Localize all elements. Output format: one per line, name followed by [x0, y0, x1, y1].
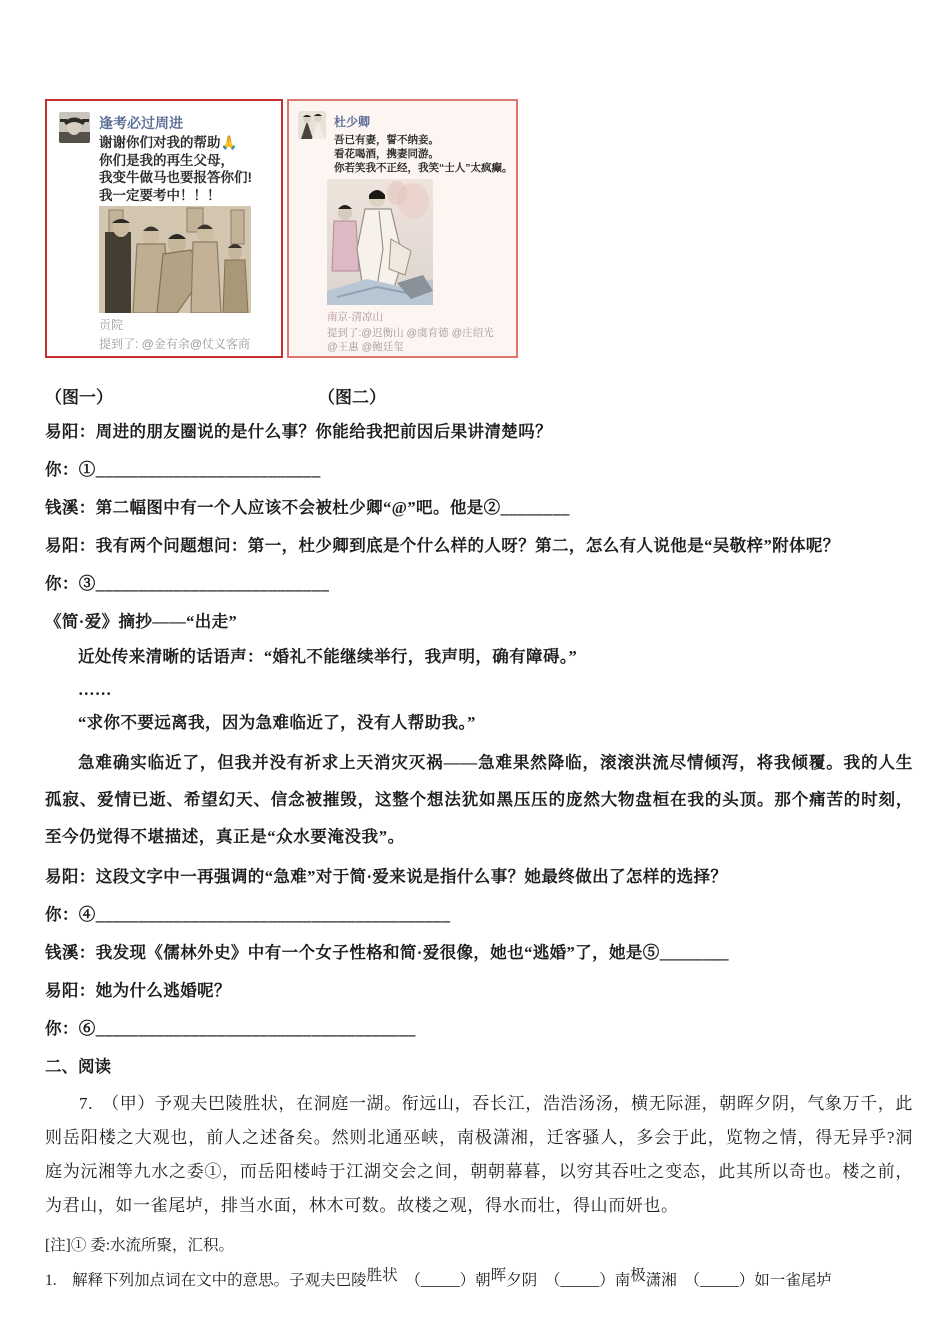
post-author-name: 杜少卿	[334, 115, 371, 129]
question-1	[45, 1269, 913, 1293]
wechat-post-zhoujin	[45, 99, 283, 358]
passage-note: [注]① 委:水流所聚，汇积。	[45, 1237, 235, 1254]
post-author-name: 逢考必过周进	[99, 115, 183, 131]
excerpt-ellipsis: ……	[78, 680, 112, 699]
dialogue-line-yiyang-2: 易阳：我有两个问题想问：第一，杜少卿到底是个什么样的人呀？第二，怎么有人说他是“吴敬梓”附体呢？	[45, 536, 840, 555]
post-mentions-line: 提到了:@迟衡山 @虞育德 @庄绍光	[327, 327, 494, 339]
question-1-dotted-word: 胜状	[366, 1267, 398, 1284]
answer-blank-1: 你：①__________________________	[45, 460, 321, 479]
avatar-zhoujin	[59, 112, 90, 143]
post-painting-qingliangshan	[327, 179, 433, 310]
post-location: 贡院	[99, 318, 124, 332]
question-1-dotted-word: 晖	[490, 1267, 507, 1284]
question-1-segment: （_____）朝	[397, 1272, 491, 1289]
dialogue-line-yiyang-4: 易阳：她为什么逃婚呢？	[45, 981, 231, 1000]
question-1-segment: 潇湘 （_____）如一雀尾垆	[645, 1272, 832, 1289]
post-mentions: 提到了: @金有余@仗义客商	[99, 337, 251, 351]
post-text-line: 我变牛做马也要报答你们!	[99, 170, 252, 185]
figure1-caption: （图一）	[45, 388, 113, 407]
dialogue-line-yiyang-3: 易阳：这段文字中一再强调的“急难”对于简·爱来说是指什么事？她最终做出了怎样的选择？	[45, 867, 728, 886]
post-text-line: 吾已有妻，誓不纳妾。	[334, 134, 439, 146]
exam-body	[45, 383, 913, 1293]
dialogue-line-qianxi-1: 钱溪：第二幅图中有一个人应该不会被杜少卿“@”吧。他是②________	[45, 498, 570, 517]
answer-blank-4: 你：④_________________________________________	[45, 905, 451, 924]
passage-jia: 7. （甲）予观夫巴陵胜状，在洞庭一湖。衔远山，吞长江，浩浩汤汤，横无际涯，朝晖夕阴，气象万千，此则岳阳楼之大观也，前人之述备矣。然则北通巫峡，南极潇湘，迁客骚人，多会于此，览物之情，得无异乎?洞庭为沅湘等九水之委①，而岳阳楼峙于江湖交会之间，朝朝幕暮，以穷其吞吐之变态，此其所以奇也。楼之前，为君山，如一雀尾垆，排当水面，林木可数。故楼之观，得水而壮，得山而妍也。	[45, 1094, 913, 1215]
question-1-dotted-word: 极	[630, 1267, 646, 1284]
avatar-dushaoqing-image	[298, 111, 326, 139]
excerpt-paragraph-2: “求你不要远离我，因为急难临近了，没有人帮助我。”	[78, 713, 476, 732]
post-location: 南京·清凉山	[327, 311, 383, 323]
avatar-zhoujin-image	[59, 112, 90, 143]
figure-captions	[45, 383, 913, 407]
post-painting-examination-hall	[99, 206, 251, 318]
excerpt-paragraph-3: 急难确实临近了，但我并没有祈求上天消灾灭祸——急难果然降临，滚滚洪流尽情倾泻，将我倾覆。我的人生孤寂、爱情已逝、希望幻天、信念被摧毁，这整个想法犹如黑压压的庞然大物盘桓在我的头顶。那个痛苦的时刻，至今仍觉得不堪描述，真正是“众水要淹没我”。	[45, 753, 913, 846]
answer-blank-6: 你：⑥_____________________________________	[45, 1019, 416, 1038]
question-1-segment: 夕阴 （_____）南	[506, 1272, 631, 1289]
post-text-line: 谢谢你们对我的帮助🙏	[99, 135, 238, 150]
excerpt-paragraph-1: 近处传来清晰的话语声：“婚礼不能继续举行，我声明，确有障碍。”	[78, 647, 578, 666]
section-2-heading: 二、阅读	[45, 1057, 111, 1076]
answer-blank-3: 你：③___________________________	[45, 574, 330, 593]
dialogue-line-qianxi-2: 钱溪：我发现《儒林外史》中有一个女子性格和简·爱很像，她也“逃婚”了，她是⑤________	[45, 943, 729, 962]
avatar-dushaoqing	[298, 111, 326, 139]
post-text	[99, 134, 252, 204]
figure2-caption: （图二）	[318, 388, 386, 407]
post-text-line: 我一定要考中！！！	[99, 187, 221, 203]
post-text-line: 你们是我的再生父母，	[99, 152, 234, 168]
post-mentions-line: @王惠 @鲍廷玺	[327, 341, 404, 353]
figure-screenshots	[45, 99, 518, 358]
post-text-line: 你若笑我不正经，我笑“士人”太疯癫。	[334, 162, 513, 174]
question-1-segment: 1. 解释下列加点词在文中的意思。子观夫巴陵	[45, 1272, 367, 1289]
excerpt-title: 《简·爱》摘抄——“出走”	[45, 612, 238, 631]
dialogue-line-yiyang-1: 易阳：周进的朋友圈说的是什么事？你能给我把前因后果讲清楚吗？	[45, 422, 552, 441]
post-text-line: 看花喝酒，携妻同游。	[334, 148, 439, 160]
wechat-post-dushaoqing	[287, 99, 518, 358]
post-mentions	[327, 326, 494, 354]
post-text	[334, 133, 513, 175]
